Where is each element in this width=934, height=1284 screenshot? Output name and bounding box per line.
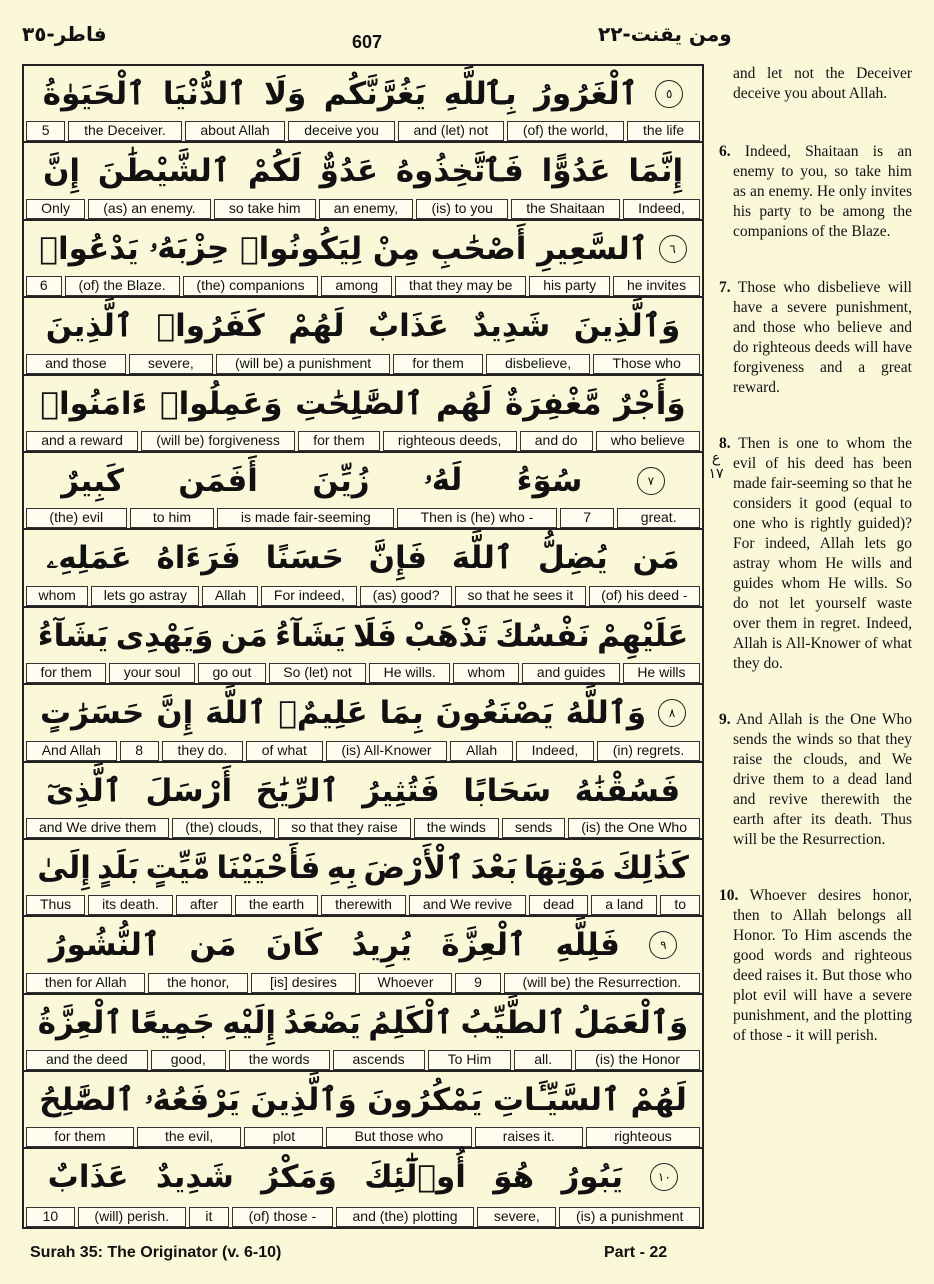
gloss-cell: that they may be [395, 276, 526, 296]
arabic-word: وَٱلْعَمَلُ [573, 1004, 689, 1041]
arabic-word: إِنَّ [156, 695, 194, 732]
arabic-word: كَفَرُوا۟ [156, 308, 265, 345]
translation-paragraph [719, 710, 912, 850]
arabic-word: أَصْحَٰبِ [430, 230, 527, 267]
arabic-word: عَلَيْهِمْ [597, 617, 689, 654]
english-gloss-line [24, 973, 702, 993]
english-gloss-line [24, 508, 702, 528]
arabic-word: ٱلنُّشُورُ [48, 927, 161, 964]
verse-row [24, 530, 702, 607]
arabic-word: لَهُمْ [288, 308, 345, 345]
gloss-cell: He wills [623, 663, 700, 683]
gloss-cell: [is] desires [251, 973, 356, 993]
arabic-word: مَّغْفِرَةٌ [504, 385, 602, 422]
arabic-word: ٱلشَّيْطَٰنَ [97, 153, 230, 190]
verse-row [24, 763, 702, 840]
gloss-cell: 7 [560, 508, 615, 528]
english-gloss-line [24, 818, 702, 838]
surah-header: فاطر-٣٥ [22, 22, 107, 46]
arabic-word: ٱلصَّٰلِحَٰتِ [295, 385, 424, 422]
verse-end-marker: ٩ [649, 931, 677, 959]
gloss-cell: and those [26, 354, 126, 374]
arabic-word: شَدِيدٌ [472, 308, 551, 345]
gloss-cell: For indeed, [261, 586, 357, 606]
gloss-cell: (is) All-Knower [326, 741, 448, 761]
english-gloss-line [24, 1050, 702, 1070]
gloss-cell: the evil, [137, 1127, 242, 1147]
gloss-cell: the words [229, 1050, 330, 1070]
arabic-word: مَن [189, 927, 237, 964]
arabic-word: لَهُۥ [424, 462, 463, 499]
translation-text: Then is one to whom the evil of his deed has been made fair-seeming so that he considers it good (equal to one who is rightly guided)? For indeed, Allah lets go astray whom He wills and guides whom He wills. So do not let yourself waste over them in regret. Indeed, Allah is All-Knower of what they do. [733, 435, 912, 672]
gloss-cell: the life [627, 121, 700, 141]
verse-row [24, 917, 702, 994]
arabic-word: فَلَا [353, 617, 397, 654]
translation-paragraph [719, 142, 912, 242]
gloss-cell: 10 [26, 1207, 75, 1227]
gloss-cell: of what [246, 741, 323, 761]
translation-paragraph [719, 278, 912, 398]
gloss-cell: the Shaitaan [511, 199, 620, 219]
arabic-word: مَن [220, 617, 268, 654]
arabic-word: بِمَا [379, 695, 424, 732]
arabic-word: ٱلْأَرْضَ [363, 849, 465, 886]
verse-row [24, 1149, 702, 1226]
arabic-word: يُضِلُّ [537, 540, 608, 577]
arabic-word: فَٱتَّخِذُوهُ [395, 153, 524, 190]
word-by-word-grid [22, 64, 704, 1229]
verse-row [24, 995, 702, 1072]
gloss-cell: And Allah [26, 741, 117, 761]
gloss-cell: (is) a punishment [559, 1207, 700, 1227]
arabic-word: مَوْتِهَا [523, 849, 607, 886]
arabic-word: ٱللَّهَ [451, 540, 514, 577]
arabic-word: حَسَنًا [265, 540, 344, 577]
arabic-word: إِنَّمَا [628, 153, 684, 190]
gloss-cell: But those who [326, 1127, 471, 1147]
arabic-word: أَفَمَن [178, 462, 258, 499]
arabic-word: لَهُم [435, 385, 493, 422]
translation-text: And Allah is the One Who sends the winds so that they raise the clouds, and We drive them to a dead land and revive therewith the earth after its death. Thus will be the Resurrection. [733, 711, 912, 848]
gloss-cell: lets go astray [91, 586, 199, 606]
arabic-word: وَٱللَّهُ [565, 695, 647, 732]
gloss-cell: among [321, 276, 392, 296]
arabic-word: ٱلْكَلِمُ [368, 1004, 454, 1041]
arabic-line [24, 376, 702, 432]
translation-paragraph [733, 64, 912, 104]
arabic-word: ٱلدُّنْيَا [162, 76, 247, 112]
verse-end-marker: ١٠ [650, 1163, 678, 1191]
gloss-cell: and do [520, 431, 593, 451]
arabic-line [24, 995, 702, 1051]
gloss-cell: its death. [88, 895, 173, 915]
gloss-cell: sends [502, 818, 565, 838]
arabic-word: ٱلْحَيَوٰةُ [42, 76, 146, 112]
gloss-cell: about Allah [185, 121, 286, 141]
translation-text: Those who disbelieve will have a severe punishment, and those who believe and do righteous deeds will have forgiveness and a great reward. [733, 279, 912, 396]
verse-row [24, 298, 702, 375]
verse-row [24, 453, 702, 530]
arabic-word: تَذْهَبْ [404, 617, 489, 654]
verse-row [24, 608, 702, 685]
gloss-cell: 8 [120, 741, 159, 761]
gloss-cell: and (let) not [398, 121, 504, 141]
english-gloss-line [24, 895, 702, 915]
gloss-cell: the winds [414, 818, 499, 838]
gloss-cell: to [660, 895, 700, 915]
arabic-word: كَبِيرٌ [61, 462, 124, 499]
gloss-cell: (of) his deed - [589, 586, 700, 606]
arabic-word: يَدْعُوا۟ [39, 230, 139, 267]
arabic-word: كَانَ [265, 927, 323, 964]
arabic-word: وَلَا [263, 76, 307, 112]
gloss-cell: (will be) a punishment [216, 354, 390, 374]
gloss-cell: disbelieve, [486, 354, 590, 374]
gloss-cell: he invites [613, 276, 700, 296]
arabic-word: وَٱلَّذِينَ [573, 308, 681, 345]
gloss-cell: (the) evil [26, 508, 126, 528]
english-gloss-line [24, 663, 702, 683]
arabic-word: حِزْبَهُۥ [149, 230, 230, 267]
arabic-word: عَلِيمٌۢ [278, 695, 368, 732]
arabic-word: وَمَكْرُ [261, 1159, 337, 1196]
gloss-cell: and We drive them [26, 818, 169, 838]
gloss-cell: great. [617, 508, 700, 528]
arabic-word: وَيَهْدِى [115, 617, 214, 654]
arabic-word: فَإِنَّ [368, 540, 427, 577]
gloss-cell: the earth [235, 895, 318, 915]
gloss-cell: who believe [596, 431, 700, 451]
gloss-cell: therewith [321, 895, 406, 915]
translation-paragraph [719, 886, 912, 1046]
gloss-cell: and a reward [26, 431, 138, 451]
gloss-cell: severe, [477, 1207, 556, 1227]
gloss-cell: To Him [428, 1050, 512, 1070]
arabic-word: يُرِيدُ [351, 927, 412, 964]
gloss-cell: for them [26, 663, 106, 683]
arabic-word: لَكُمْ [247, 153, 302, 190]
verse-row [24, 66, 702, 143]
verse-row [24, 1072, 702, 1149]
gloss-cell: his party [529, 276, 610, 296]
arabic-word: عَذَابٌ [367, 308, 449, 345]
arabic-line [24, 917, 702, 973]
arabic-word: ٱلرِّيَٰحَ [255, 772, 339, 809]
gloss-cell: ascends [333, 1050, 425, 1070]
arabic-word: عَدُوٌّ [319, 153, 378, 190]
gloss-cell: Whoever [359, 973, 453, 993]
gloss-cell: 6 [26, 276, 62, 296]
gloss-cell: (of) the Blaze. [65, 276, 180, 296]
arabic-word: فَأَحْيَيْنَا [216, 849, 321, 886]
gloss-cell: go out [198, 663, 266, 683]
gloss-cell: righteous deeds, [383, 431, 517, 451]
arabic-word: يَبُورُ [561, 1159, 624, 1196]
page-number: 607 [352, 32, 383, 52]
arabic-word: فَلِلَّهِ [555, 927, 620, 964]
gloss-cell: so take him [214, 199, 316, 219]
english-gloss-line [24, 354, 702, 374]
gloss-cell: He wills. [369, 663, 450, 683]
gloss-cell: (as) good? [360, 586, 452, 606]
arabic-word: يَمْكُرُونَ [367, 1082, 483, 1119]
arabic-word: وَعَمِلُوا۟ [160, 385, 283, 422]
verse-number: 6. [719, 143, 731, 160]
arabic-line [24, 298, 702, 354]
arabic-line [24, 453, 702, 509]
arabic-word: كَذَٰلِكَ [612, 849, 689, 886]
gloss-cell: for them [298, 431, 380, 451]
gloss-cell: (will) perish. [78, 1207, 186, 1227]
arabic-line [24, 840, 702, 896]
gloss-cell: for them [393, 354, 483, 374]
gloss-cell: Only [26, 199, 85, 219]
gloss-cell: Allah [450, 741, 513, 761]
arabic-word: وَأَجْرٌ [614, 385, 686, 422]
arabic-word: بَعْدَ [470, 849, 518, 886]
arabic-word: أُو۟لَٰٓئِكَ [364, 1159, 466, 1196]
arabic-word: ٱلَّذِينَ [45, 308, 134, 345]
verse-end-marker: ٧ [637, 467, 665, 495]
arabic-word: وَٱلَّذِينَ [250, 1082, 357, 1119]
verse-number: 7. [719, 279, 731, 296]
gloss-cell: (will be) forgiveness [141, 431, 295, 451]
arabic-word: بَلَدٍ [97, 849, 140, 886]
arabic-word: ٱلطَّيِّبُ [460, 1004, 566, 1041]
arabic-word: زُيِّنَ [312, 462, 370, 499]
verse-number: 9. [719, 711, 731, 728]
arabic-line [24, 763, 702, 819]
gloss-cell: it [189, 1207, 229, 1227]
arabic-line [24, 530, 702, 586]
arabic-word: فَرَءَاهُ [156, 540, 241, 577]
arabic-word: مَن [632, 540, 680, 577]
arabic-word: ٱلسَّعِيرِ [537, 230, 648, 267]
gloss-cell: whom [453, 663, 519, 683]
verse-row [24, 376, 702, 453]
gloss-cell: they do. [162, 741, 243, 761]
arabic-word: جَمِيعًا [129, 1004, 215, 1041]
verse-number: 8. [719, 435, 731, 452]
gloss-cell: 5 [26, 121, 65, 141]
footer-surah-title: Surah 35: The Originator (v. 6-10) [30, 1244, 282, 1261]
gloss-cell: your soul [109, 663, 195, 683]
arabic-word: عَدُوًّا [541, 153, 611, 190]
gloss-cell: (of) the world, [507, 121, 624, 141]
gloss-cell: good, [151, 1050, 226, 1070]
translation-text: and let not the Deceiver deceive you about Allah. [733, 65, 912, 102]
gloss-cell: (as) an enemy. [88, 199, 211, 219]
gloss-cell: (the) clouds, [172, 818, 275, 838]
verse-number: 10. [719, 887, 739, 904]
gloss-cell: the Deceiver. [68, 121, 181, 141]
gloss-cell: whom [26, 586, 88, 606]
juz-header: ومن يقنت-٢٢ [598, 22, 732, 46]
arabic-line [24, 221, 702, 277]
arabic-word: يَرْفَعُهُۥ [144, 1081, 241, 1118]
arabic-line [24, 608, 702, 664]
gloss-cell: (is) to you [416, 199, 508, 219]
gloss-cell: dead [529, 895, 588, 915]
arabic-word: ٱلسَّيِّـَٔاتِ [492, 1082, 621, 1119]
translation-column [718, 64, 912, 1082]
english-gloss-line [24, 1207, 702, 1227]
verse-row [24, 840, 702, 917]
arabic-word: ٱلْغَرُورُ [534, 76, 638, 112]
verse-end-marker: ٥ [655, 80, 683, 108]
arabic-word: يَغُرَّنَّكُم [323, 76, 427, 112]
arabic-word: فَسُقْنَٰهُ [574, 772, 681, 809]
gloss-cell: (in) regrets. [597, 741, 700, 761]
gloss-cell: and (the) plotting [336, 1207, 474, 1227]
arabic-word: إِلَىٰ [37, 849, 91, 886]
arabic-word: عَمَلِهِۦ [46, 539, 132, 576]
arabic-word: أَرْسَلَ [145, 772, 233, 809]
english-gloss-line [24, 586, 702, 606]
english-gloss-line [24, 431, 702, 451]
gloss-cell: (the) companions [183, 276, 319, 296]
arabic-word: سَحَابًا [463, 772, 552, 809]
translation-text: Whoever desires honor, then to Allah belongs all Honor. To Him ascends the good words and righteous deed raises it. But those who plot evil will have a severe punishment, and the plotting of those - it will perish. [733, 887, 912, 1044]
translation-paragraph [719, 434, 912, 674]
gloss-cell: after [176, 895, 232, 915]
english-gloss-line [24, 1127, 702, 1147]
gloss-cell: severe, [129, 354, 213, 374]
gloss-cell: is made fair-seeming [217, 508, 394, 528]
gloss-cell: a land [591, 895, 657, 915]
gloss-cell: Those who [593, 354, 700, 374]
verse-end-marker: ٨ [658, 699, 686, 727]
gloss-cell: and guides [522, 663, 619, 683]
gloss-cell: to him [130, 508, 215, 528]
gloss-cell: and We revive [409, 895, 526, 915]
gloss-cell: Indeed, [623, 199, 700, 219]
gloss-cell: Thus [26, 895, 85, 915]
arabic-word: حَسَرَٰتٍ [40, 695, 145, 732]
gloss-cell: then for Allah [26, 973, 145, 993]
arabic-word: إِنَّ [42, 153, 81, 190]
arabic-word: ٱلْعِزَّةُ [37, 1004, 123, 1041]
gloss-cell: Then is (he) who - [397, 508, 557, 528]
arabic-word: شَدِيدٌ [155, 1159, 234, 1196]
gloss-cell: the honor, [148, 973, 248, 993]
arabic-word: مَّيِّتٍ [145, 849, 211, 886]
gloss-cell: so that he sees it [455, 586, 586, 606]
arabic-word: مِنْ [372, 230, 420, 267]
gloss-cell: and the deed [26, 1050, 148, 1070]
arabic-word: نَفْسُكَ [495, 617, 590, 654]
verse-row [24, 685, 702, 762]
arabic-word: سُوٓءُ [516, 462, 583, 499]
arabic-word: يَشَآءُ [37, 617, 109, 654]
gloss-cell: 9 [455, 973, 500, 993]
arabic-word: يَصْعَدُ [283, 1004, 361, 1041]
verse-row [24, 221, 702, 298]
gloss-cell: plot [244, 1127, 323, 1147]
arabic-word: فَتُثِيرُ [362, 772, 440, 809]
translation-text: Indeed, Shaitaan is an enemy to you, so take him as an enemy. He only invites his party to be among the companions of the Blaze. [733, 143, 912, 240]
gloss-cell: an enemy, [319, 199, 414, 219]
gloss-cell: raises it. [475, 1127, 584, 1147]
arabic-word: ءَامَنُوا۟ [40, 385, 148, 422]
verse-row [24, 143, 702, 220]
arabic-word: ٱلصَّٰلِحُ [39, 1082, 135, 1119]
arabic-word: بِٱللَّهِ [443, 76, 517, 112]
gloss-cell: (is) the Honor [575, 1050, 700, 1070]
gloss-cell: (of) those - [232, 1207, 333, 1227]
arabic-word: هُوَ [493, 1159, 535, 1196]
english-gloss-line [24, 276, 702, 296]
arabic-line [24, 66, 702, 122]
arabic-word: ٱللَّهَ [205, 695, 267, 732]
arabic-line [24, 143, 702, 199]
arabic-word: ٱلْعِزَّةَ [441, 927, 527, 964]
arabic-word: لِيَكُونُوا۟ [240, 230, 363, 267]
arabic-word: لَهُمْ [630, 1082, 687, 1119]
gloss-cell: (will be) the Resurrection. [504, 973, 700, 993]
footer-part: Part - 22 [604, 1244, 668, 1261]
arabic-line [24, 1149, 702, 1205]
gloss-cell: deceive you [288, 121, 394, 141]
gloss-cell: so that they raise [278, 818, 411, 838]
arabic-word: يَشَآءُ [275, 617, 346, 654]
arabic-line [24, 1072, 702, 1128]
arabic-word: بِهِ [326, 849, 358, 886]
verse-end-marker: ٦ [659, 235, 687, 263]
gloss-cell: So (let) not [269, 663, 366, 683]
english-gloss-line [24, 121, 702, 141]
gloss-cell: righteous [586, 1127, 700, 1147]
english-gloss-line [24, 199, 702, 219]
arabic-word: عَذَابٌ [47, 1159, 129, 1196]
english-gloss-line [24, 741, 702, 761]
arabic-word: إِلَيْهِ [222, 1004, 276, 1041]
ruku-marker: ع ١٧ [708, 450, 724, 482]
gloss-cell: Allah [202, 586, 258, 606]
gloss-cell: all. [514, 1050, 572, 1070]
arabic-word: ٱلَّذِىٓ [45, 772, 122, 809]
arabic-word: يَصْنَعُونَ [435, 695, 554, 732]
gloss-cell: Indeed, [516, 741, 594, 761]
gloss-cell: for them [26, 1127, 134, 1147]
gloss-cell: (is) the One Who [568, 818, 700, 838]
arabic-line [24, 685, 702, 741]
